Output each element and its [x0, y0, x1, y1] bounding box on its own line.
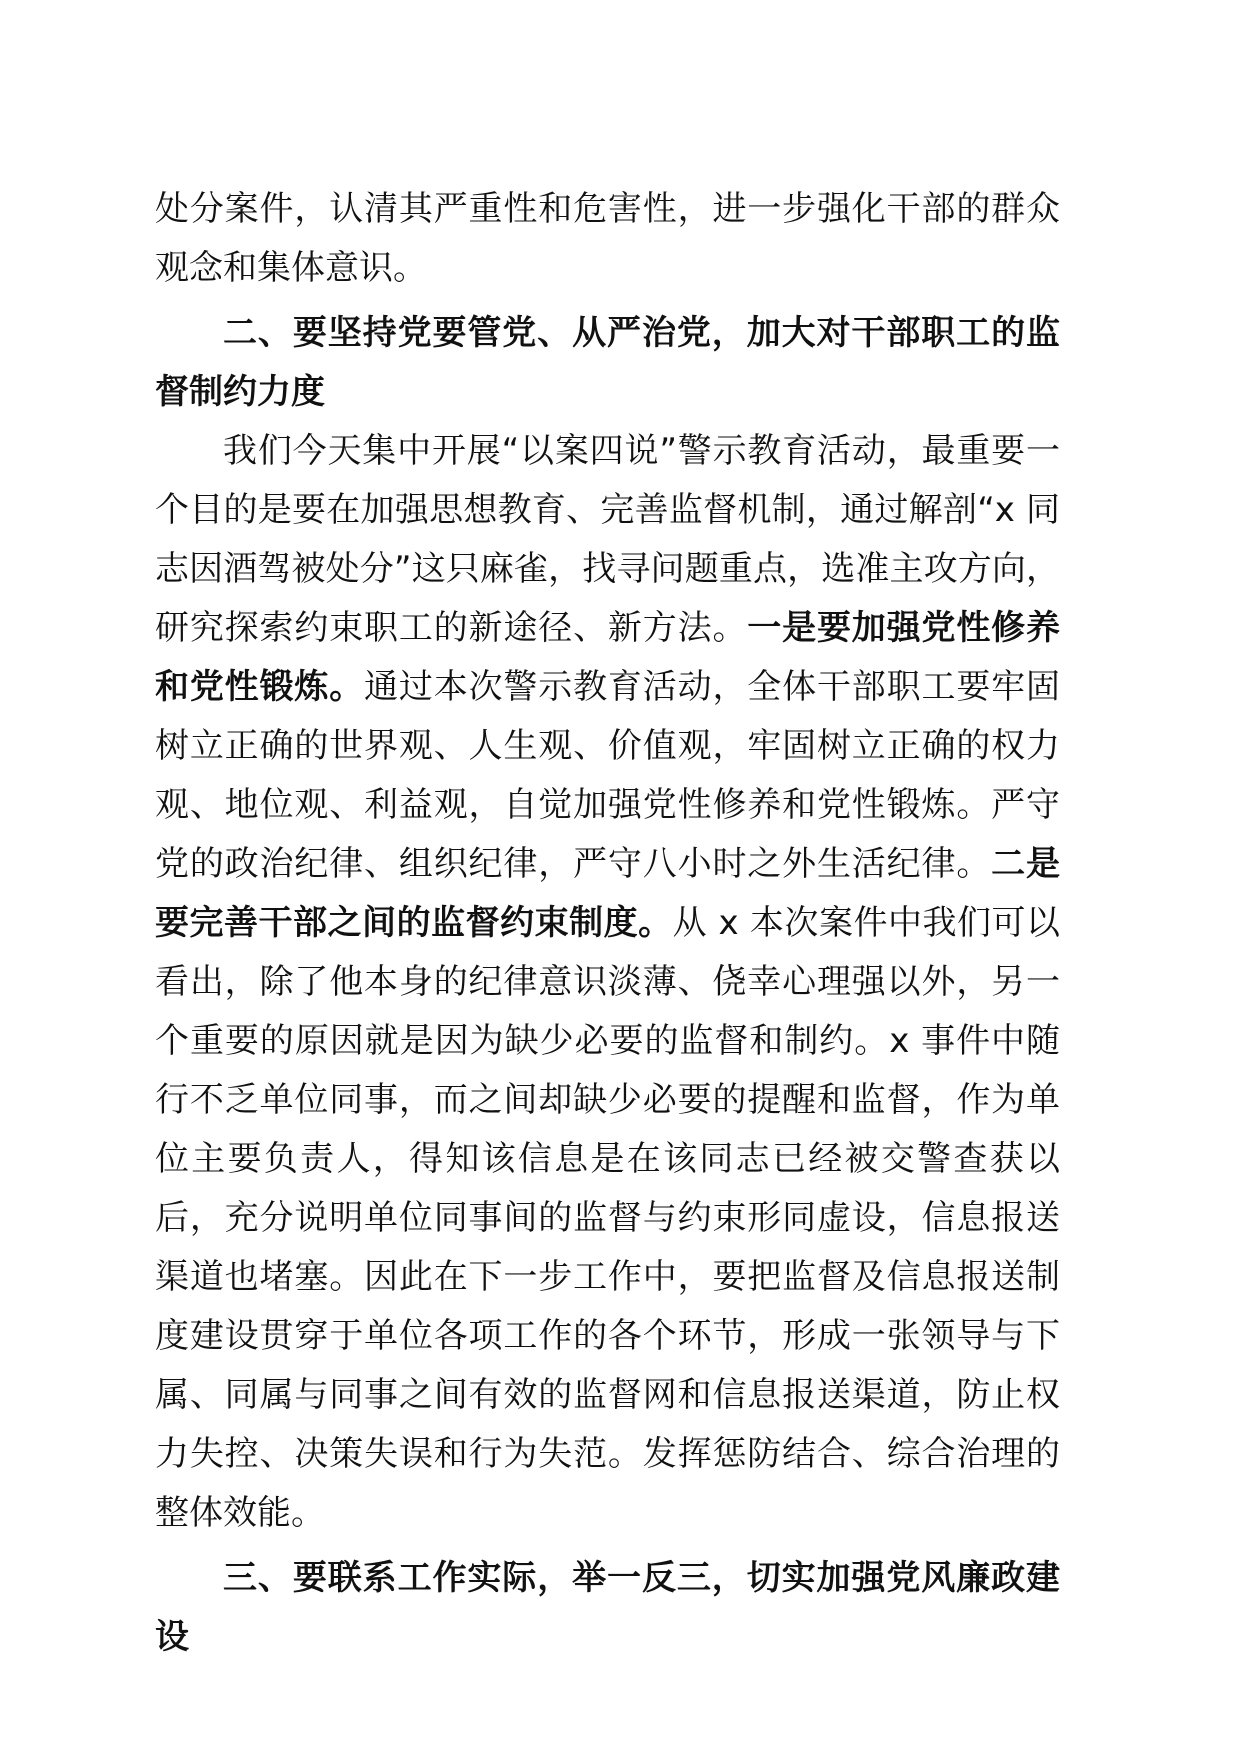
document-page [155, 180, 1060, 1667]
point-1-text: 通过本次警示教育活动，全体干部职工要牢固树立正确的世界观、人生观、价值观，牢固树立正确的权力观、地位观、利益观，自觉加强党性修养和党性锻炼。严守党的政治纪律、组织纪律，严守八小时之外生活纪律。 [155, 667, 1061, 884]
paragraph-intro: 我们今天集中开展“以案四说”警示教育活动，最重要一个目的是要在加强思想教育、完善监督机制，通过解剖“x 同志因酒驾被处分”这只麻雀，找寻问题重点，选准主攻方向，研究探索约束职工的新途径、新方法。 [155, 431, 1060, 648]
point-2-text: 从 x 本次案件中我们可以看出，除了他本身的纪律意识淡薄、侥幸心理强以外，另一个重要的原因就是因为缺少必要的监督和制约。x 事件中随行不乏单位同事，而之间却缺少必要的提醒和监督，作为单位主要负责人，得知该信息是在该同志已经被交警查获以后，充分说明单位同事间的监督与约束形同虚设，信息报送渠道也堵塞。因此在下一步工作中，要把监督及信息报送制度建设贯穿于单位各项工作的各个环节，形成一张领导与下属、同属与同事之间有效的监督网和信息报送渠道，防止权力失控、决策失误和行为失范。发挥惩防结合、综合治理的整体效能。 [155, 903, 1060, 1533]
paragraph-continuation: 处分案件，认清其严重性和危害性，进一步强化干部的群众观念和集体意识。 [155, 189, 1060, 288]
point-1-title: 一是要加强党性修养和党性锻炼。 [155, 608, 1061, 707]
section-heading-3: 三、要联系工作实际，举一反三，切实加强党风廉政建设 [155, 1558, 1060, 1657]
section-heading-2: 二、要坚持党要管党、从严治党，加大对干部职工的监督制约力度 [155, 313, 1060, 412]
point-2-title: 二是要完善干部之间的监督约束制度。 [155, 844, 1061, 943]
paragraph-section-2 [155, 422, 1060, 1543]
